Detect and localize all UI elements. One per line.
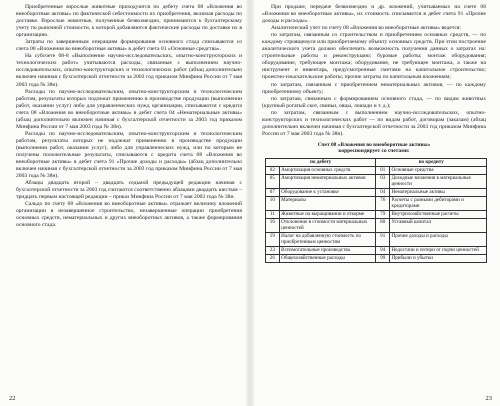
credit-account-name: Нематериальные активы [390, 189, 487, 197]
debit-account-name: Общехозяйственные расходы [279, 255, 376, 263]
debit-account-code: 26 [266, 255, 280, 263]
credit-account-name: Уставный капитал [390, 219, 487, 233]
credit-account-name: Внутрихозяйственные расчеты [390, 211, 487, 219]
table-row [266, 197, 487, 211]
debit-account-code: 16 [266, 219, 280, 233]
debit-account-name: Отклонение в стоимости материальных ценностей [279, 219, 376, 233]
table-row [266, 233, 487, 247]
debit-account-code: 11 [266, 211, 280, 219]
debit-account-name: Амортизация нематериальных активов [279, 175, 376, 189]
paragraph: Расходы по научно-исследовательским, опытно-конструкторским и технологическим работам, результаты которых не подлежат применению в производстве продукции (выполнении работ, оказании услуг), либо для управленческих нужд, или по которым не получены положительные результаты, списываются с кредита счета 08 «Вложения во внеоборотные активы» в дебет счета 91 «Прочие доходы и расходы» (абзац дополнительно включен начиная с бухгалтерской отчетности за 2003 год приказом Минфина России от 7 мая 2003 года № 38н). [16, 130, 242, 180]
credit-account-code: 76 [376, 197, 390, 211]
left-page-text [16, 4, 242, 230]
table-row [266, 167, 487, 175]
table-row [266, 219, 487, 233]
paragraph: На субсчете 08-8 «Выполнение научно-исследовательских, опытно-конструкторских и технологических работ» учитываются расходы, связанные с выполнением научно-исследовательских, опытно-конструкторских и технологических работ (абзац дополнительно включен начиная с бухгалтерской отчетности за 2003 год приказом Минфина России от 7 мая 2003 года № 38н). [16, 53, 242, 88]
account-correspondence-table [265, 158, 487, 263]
credit-account-code: 91 [376, 233, 390, 247]
right-page [252, 0, 500, 406]
credit-account-name: Недостачи и потери от порчи ценностей [390, 246, 487, 254]
table-subtitle: корреспондирует со счетами: [338, 148, 410, 155]
paragraph: Аналитический учет по счету 08 «Вложения во внеоборотные активы» ведется: [271, 25, 461, 32]
page-number: 22 [9, 395, 16, 402]
left-page [0, 0, 248, 406]
paragraph: Приобретенные взрослые животные приходуются по дебету счета 08 «Вложения во внеоборотные активы» по фактической себестоимости их приобретения, включая расходы по доставке. Взрослые животные, полученные безвозмездно, принимаются к бухгалтерскому учету по рыночной стоимости, к которой добавляются фактические расходы по доставке их в организацию. [16, 4, 242, 39]
debit-account-code: 10 [266, 197, 280, 211]
paragraph: по затратам, связанным с приобретением нематериальных активов, — по каждому приобретенному объекту; [262, 81, 486, 95]
credit-account-name: Прибыли и убытки [390, 255, 487, 263]
credit-account-name: Прочие доходы и расходы [390, 233, 487, 247]
credit-account-code: 94 [376, 246, 390, 254]
table-body [266, 167, 487, 263]
right-page-text [262, 4, 486, 138]
table-row [266, 189, 487, 197]
debit-account-name: Амортизация основных средств [279, 167, 376, 175]
paragraph: по затратам, связанным со строительством и приобретением основных средств, — по каждому строящемуся или приобретаемому объекту основных средств. При этом построение аналитического учета должно обеспечить возможность получения данных о затратах на: строительные работы и реконструкцию; буровые работы; монтаж оборудования; оборудование, требующее монтажа; оборудование, не требующее монтажа, а также на инструмент и инвентарь, предусмотренные сметами на капитальное строительство; проектно-изыскательские работы; прочие затраты по капитальным вложениям; [262, 32, 486, 81]
debit-account-name: Материалы [279, 197, 376, 211]
credit-account-code: 79 [376, 211, 390, 219]
table-title-line: Счет 08 «Вложения во внеоборотные активы» [317, 141, 431, 148]
paragraph: Расходы по научно-исследовательским, опытно-конструкторским и технологическим работам, результаты которых подлежат применению в производстве продукции (выполнении работ, оказании услуг) либо для управленческих нужд организации, списываются с кредита счета 08 «Вложения во внеоборотные активы» в дебет счета 04 «Нематериальные активы» (абзац дополнительно включен начиная с бухгалтерской отчетности за 2003 год приказом Минфина России от 7 мая 2003 года № 38н). [16, 88, 242, 130]
credit-account-code: 04 [376, 189, 390, 197]
credit-account-code: 99 [376, 255, 390, 263]
paragraph: Затраты по завершенным операциям формирования основного стада списываются со счета 08 «Вложения во внеоборотные активы» в дебет счета 01 «Основные средства». [16, 39, 242, 53]
paragraph: При продаже, передаче безвозмездно и др. вложений, учитываемых на счете 08 «Вложения во внеоборотные активы», их стоимость списывается в дебет счета 91 «Прочие доходы и расходы». [262, 4, 486, 25]
table-row [266, 246, 487, 254]
debit-account-name: Налог на добавленную стоимость по приобретенным ценностям [279, 233, 376, 247]
table-row [266, 175, 487, 189]
credit-account-code: 80 [376, 219, 390, 233]
credit-account-name: Основные средства [390, 167, 487, 175]
table-row [266, 211, 487, 219]
credit-account-name: Расчеты с разными дебиторами и кредиторами [390, 197, 487, 211]
debit-account-name: Животные на выращивании и откорме [279, 211, 376, 219]
debit-account-code: 05 [266, 175, 280, 189]
debit-account-name: Вспомогательные производства [279, 246, 376, 254]
debit-account-code: 23 [266, 246, 280, 254]
paragraph: по затратам, связанным с формированием основного стада, — по видам животных (крупный рогатый скот, свиньи, овцы, лошади и т. д.); [262, 95, 486, 109]
header-credit: по кредиту [376, 159, 487, 167]
table-row [266, 255, 487, 263]
credit-account-code: 01 [376, 167, 390, 175]
table-header-row [266, 159, 487, 167]
debit-account-code: 02 [266, 167, 280, 175]
credit-account-code: 03 [376, 175, 390, 189]
paragraph: по затратам, связанным с выполнением научно-исследовательских, опытно-конструкторских и технологических работ — по видам работ, договорам (заказам) (абзац дополнительно включен начиная с бухгалтерской отчетности за 2003 год приказом Минфина России от 7 мая 2003 года № 38н). [262, 109, 486, 137]
header-debit: по дебету [266, 159, 376, 167]
debit-account-name: Оборудование к установке [279, 189, 376, 197]
paragraph: Абзацы двадцать второй – двадцать седьмой предыдущей редакции начиная с бухгалтерской отчетности за 2003 год считаются соответственно абзацами двадцать шестым – тридцать первым настоящей редакции – приказ Минфина России от 7 мая 2003 года № 38н. [16, 180, 242, 201]
credit-account-name: Доходные вложения в материальные ценности [390, 175, 487, 189]
table-title [262, 142, 486, 155]
page-number: 23 [485, 395, 492, 402]
debit-account-code: 07 [266, 189, 280, 197]
paragraph: Сальдо по счету 08 «Вложения во внеоборотные активы» отражает величину вложений организации в незавершенное строительство, незавершенные операции приобретения основных средств, нематериальных и других внеоборотных активов, а также формирования основного стада. [16, 201, 242, 229]
debit-account-code: 19 [266, 233, 280, 247]
